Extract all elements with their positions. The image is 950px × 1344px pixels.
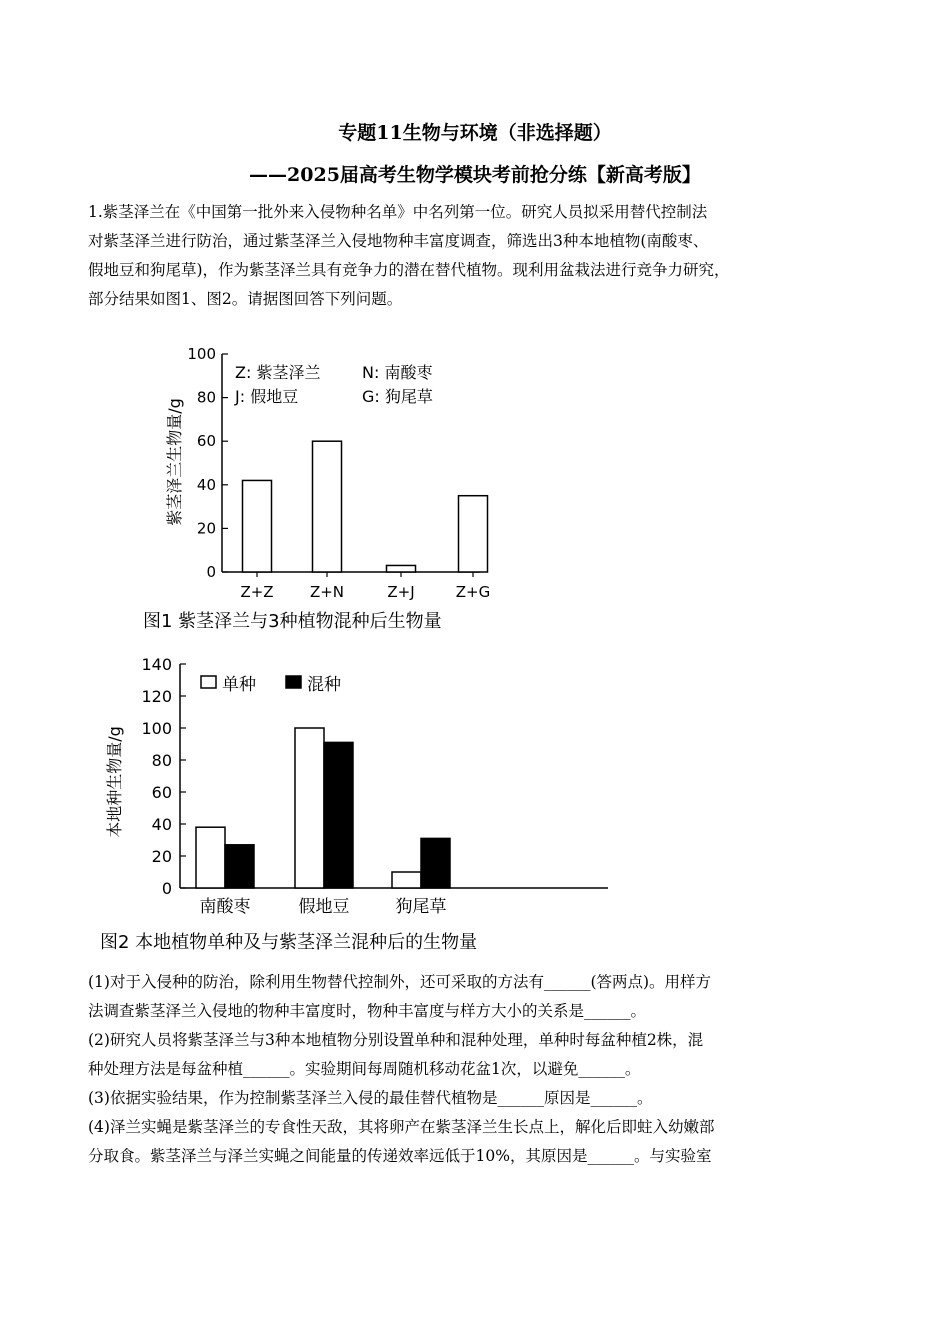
- bar-mixed: [324, 742, 353, 888]
- x-tick-label: 南酸枣: [199, 897, 251, 917]
- y-tick-label: 40: [196, 475, 216, 494]
- y-tick-label: 120: [141, 687, 172, 706]
- x-tick-label: Z+N: [309, 583, 345, 601]
- bar-single: [392, 872, 421, 888]
- y-tick-label: 60: [151, 783, 172, 802]
- figure-1-ylabel: 紫茎泽兰生物量/g: [165, 398, 184, 526]
- figure-2-chart: [98, 650, 638, 960]
- y-tick-label: 140: [141, 655, 172, 674]
- bar-mixed: [225, 845, 254, 888]
- document-title: 专题11生物与环境（非选择题）: [338, 122, 612, 144]
- text-line: (4)泽兰实蝇是紫茎泽兰的专食性天敌，其将卵产在紫茎泽兰生长点上，解化后即蛀入幼嫩部: [88, 1118, 715, 1136]
- sub-questions: [88, 968, 868, 1171]
- x-tick-label: Z+G: [455, 583, 491, 601]
- bar: [459, 496, 488, 572]
- x-tick-label: Z+J: [387, 583, 415, 601]
- bar: [243, 480, 272, 572]
- x-tick-label: 假地豆: [298, 897, 350, 917]
- text-line: (3)依据实验结果，作为控制紫茎泽兰入侵的最佳替代植物是______原因是______。: [88, 1089, 653, 1107]
- legend-entry: 单种: [222, 675, 256, 695]
- x-tick-label: 狗尾草: [395, 897, 447, 917]
- text-line: 部分结果如图1、图2。请据图回答下列问题。: [88, 290, 403, 308]
- legend-swatch-mixed: [286, 676, 301, 688]
- y-tick-label: 80: [196, 388, 216, 407]
- bar-mixed: [421, 838, 450, 888]
- bar-single: [196, 827, 225, 888]
- text-line: 1.紫茎泽兰在《中国第一批外来入侵物种名单》中名列第一位。研究人员拟采用替代控制法: [88, 203, 708, 221]
- figure-1-caption: 图1 紫茎泽兰与3种植物混种后生物量: [143, 611, 442, 632]
- text-line: (1)对于入侵种的防治，除利用生物替代控制外，还可采取的方法有______(答两点)。用样方: [88, 973, 712, 991]
- y-tick-label: 20: [196, 519, 216, 538]
- bar-single: [295, 728, 324, 888]
- text-line: (2)研究人员将紫茎泽兰与3种本地植物分别设置单种和混种处理，单种时每盆种植2株，混: [88, 1031, 704, 1049]
- text-line: 分取食。紫茎泽兰与泽兰实蝇之间能量的传递效率远低于10%，其原因是______。与实验室: [88, 1147, 712, 1165]
- bar: [313, 441, 342, 572]
- legend-entry: J: 假地豆: [235, 387, 299, 406]
- y-tick-label: 100: [187, 345, 216, 363]
- figure-1-chart: [140, 340, 570, 640]
- legend-entry: N: 南酸枣: [362, 363, 433, 382]
- text-line: 对紫茎泽兰进行防治，通过紫茎泽兰入侵地物种丰富度调查，筛选出3种本地植物(南酸枣、: [88, 232, 709, 250]
- text-line: 种处理方法是每盆种植______。实验期间每周随机移动花盆1次，以避免______。: [88, 1060, 641, 1078]
- text-line: 法调查紫茎泽兰入侵地的物种丰富度时，物种丰富度与样方大小的关系是______。: [88, 1002, 647, 1020]
- legend-entry: 混种: [307, 675, 341, 695]
- figure-2-caption: 图2 本地植物单种及与紫茎泽兰混种后的生物量: [100, 932, 478, 953]
- figure-2-ylabel: 本地种生物量/g: [105, 726, 124, 838]
- y-tick-label: 0: [161, 879, 172, 898]
- x-tick-label: Z+Z: [240, 583, 274, 601]
- question-1-intro: [88, 198, 868, 314]
- legend-entry: G: 狗尾草: [362, 387, 433, 406]
- document-subtitle: ——2025届高考生物学模块考前抢分练【新高考版】: [249, 164, 701, 186]
- y-tick-label: 40: [151, 815, 172, 834]
- y-tick-label: 60: [196, 432, 216, 451]
- y-tick-label: 80: [151, 751, 172, 770]
- y-tick-label: 100: [141, 719, 172, 738]
- text-line: 假地豆和狗尾草)，作为紫茎泽兰具有竞争力的潜在替代植物。现利用盆栽法进行竞争力研究，: [88, 261, 730, 279]
- legend-swatch-single: [201, 676, 216, 688]
- y-tick-label: 20: [151, 847, 172, 866]
- legend-entry: Z: 紫茎泽兰: [235, 363, 321, 382]
- y-tick-label: 0: [206, 563, 216, 581]
- bar: [387, 565, 416, 572]
